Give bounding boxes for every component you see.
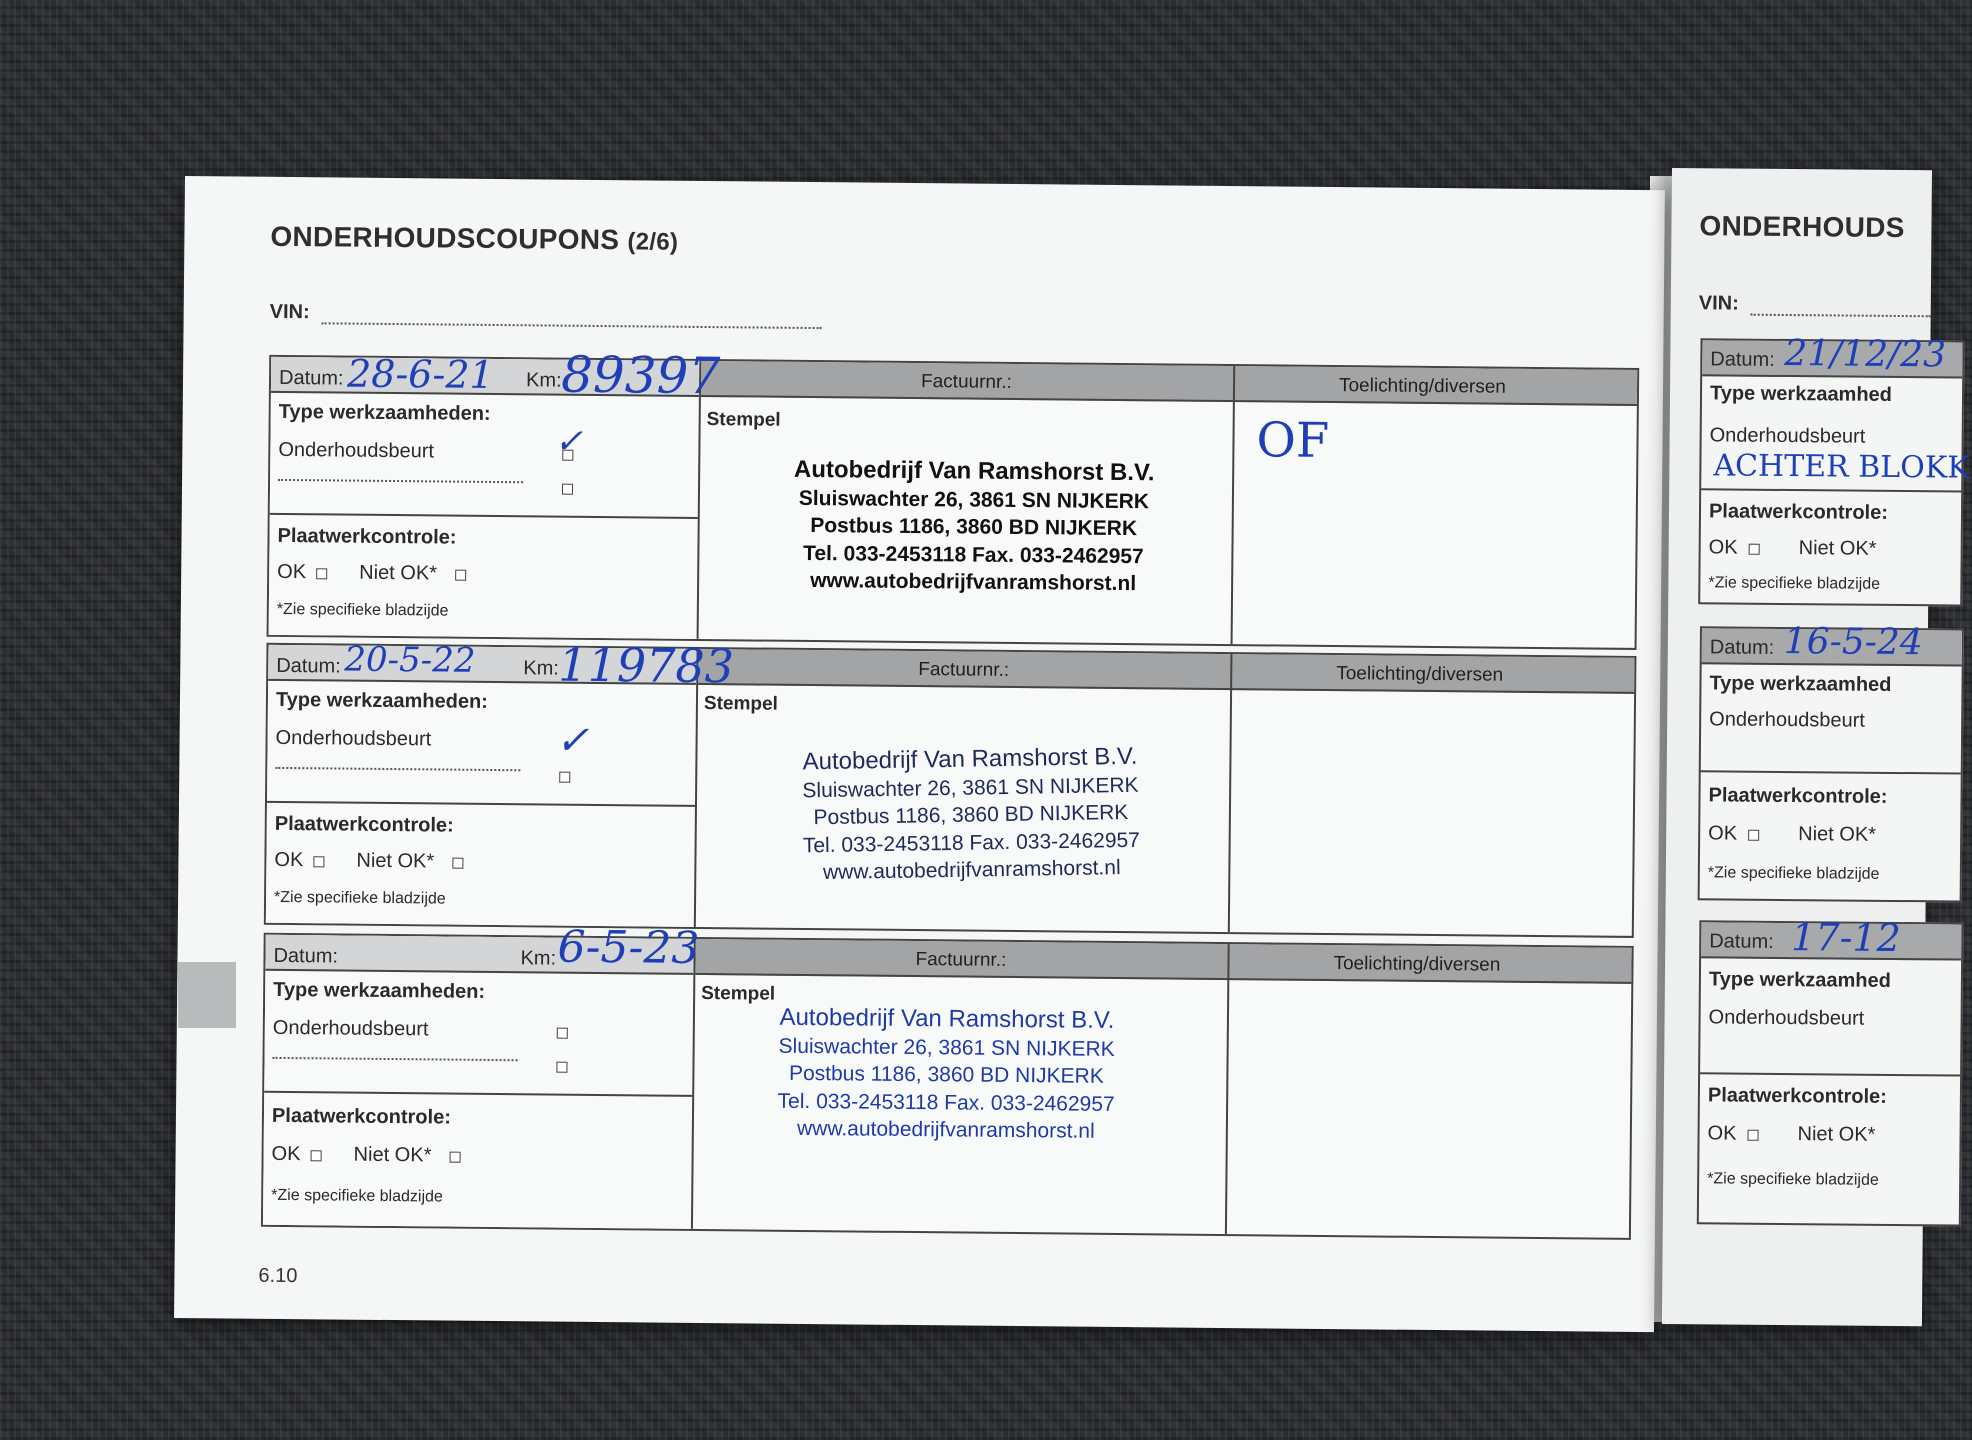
left-page bbox=[174, 176, 1665, 1332]
ok-checkbox[interactable] bbox=[1748, 1130, 1759, 1141]
right-coupon-1 bbox=[1698, 332, 1970, 606]
vin-label: VIN: bbox=[269, 300, 310, 324]
ok-checkbox[interactable] bbox=[1749, 544, 1760, 555]
column-divider bbox=[1231, 366, 1236, 644]
datum-label: Datum: bbox=[278, 366, 344, 390]
onderhoud-checkbox[interactable] bbox=[557, 1028, 568, 1039]
stempel-label: Stempel bbox=[701, 982, 776, 1005]
datum-label: Datum: bbox=[1710, 348, 1775, 371]
type-label: Type werkzaamhed bbox=[1709, 672, 1892, 696]
type-label: Type werkzaamheden: bbox=[273, 978, 486, 1003]
factuur-label: Factuurnr.: bbox=[920, 371, 1012, 393]
coupon-left-panel bbox=[263, 935, 696, 1229]
type-label: Type werkzaamheden: bbox=[275, 688, 489, 713]
handwritten-date: 20-5-22 bbox=[344, 639, 476, 681]
dotted-line bbox=[275, 767, 520, 771]
dealer-stamp: Autobedrijf Van Ramshorst B.V. Sluiswachter 26, 3861 SN NIJKERK Postbus 1186, 3860 BD NIJKERK Tel. 033-2453118 Fax. 033-2462957 www.autobedrijfvanramshorst.nl bbox=[777, 1003, 1115, 1143]
handwritten-check: ✓ bbox=[554, 421, 584, 462]
handwritten-note: ACHTER BLOKK bbox=[1713, 448, 1970, 486]
onderhoud-label: Onderhoudsbeurt bbox=[1709, 708, 1865, 732]
side-tab-marker bbox=[178, 962, 236, 1028]
vin-line bbox=[322, 304, 822, 329]
dealer-stamp: Autobedrijf Van Ramshorst B.V. Sluiswachter 26, 3861 SN NIJKERK Postbus 1186, 3860 BD NIJKERK Tel. 033-2453118 Fax. 033-2462957 www.autobedrijfvanramshorst.nl bbox=[802, 742, 1141, 885]
stempel-label: Stempel bbox=[703, 693, 778, 715]
zie-note: *Zie specifieke bladzijde bbox=[1707, 864, 1880, 883]
section-divider bbox=[1701, 488, 1961, 492]
dealer-stamp: Autobedrijf Van Ramshorst B.V. Sluiswachter 26, 3861 SN NIJKERK Postbus 1186, 3860 BD NIJKERK Tel. 033-2453118 Fax. 033-2462957 www.autobedrijfvanramshorst.nl bbox=[793, 455, 1155, 596]
plaatwerk-label: Plaatwerkcontrole: bbox=[274, 812, 454, 837]
niet-ok-label: Niet OK* bbox=[1798, 823, 1877, 846]
km-label: Km: bbox=[523, 657, 559, 680]
section-divider bbox=[264, 1091, 692, 1097]
toelichting-label: Toelichting/diversen bbox=[1333, 953, 1501, 976]
right-coupon-3 bbox=[1697, 915, 1964, 1226]
zie-note: *Zie specifieke bladzijde bbox=[273, 888, 446, 908]
ok-checkbox[interactable] bbox=[316, 568, 327, 579]
niet-ok-label: Niet OK* bbox=[356, 849, 435, 873]
vin-label: VIN: bbox=[1698, 292, 1739, 315]
handwritten-date: 6-5-23 bbox=[557, 921, 700, 974]
coupon-1 bbox=[267, 345, 1640, 650]
toelichting-label: Toelichting/diversen bbox=[1338, 375, 1507, 398]
factuur-label: Factuurnr.: bbox=[915, 949, 1007, 971]
section-divider bbox=[267, 801, 695, 807]
niet-ok-label: Niet OK* bbox=[1798, 537, 1877, 560]
zie-note: *Zie specifieke bladzijde bbox=[1708, 574, 1881, 593]
datum-label: Datum: bbox=[1709, 636, 1775, 659]
other-checkbox[interactable] bbox=[556, 1062, 567, 1073]
onderhoud-label: Onderhoudsbeurt bbox=[1708, 1006, 1865, 1030]
datum-label: Datum: bbox=[273, 944, 339, 968]
toelichting-label: Toelichting/diversen bbox=[1336, 663, 1504, 686]
stempel-label: Stempel bbox=[706, 409, 781, 431]
plaatwerk-label: Plaatwerkcontrole: bbox=[1707, 1084, 1887, 1108]
ok-label: OK bbox=[274, 848, 304, 872]
ok-checkbox[interactable] bbox=[313, 856, 324, 867]
handwritten-note: OF bbox=[1256, 412, 1330, 469]
other-checkbox[interactable] bbox=[562, 484, 573, 495]
handwritten-km: 119783 bbox=[558, 637, 735, 694]
niet-ok-label: Niet OK* bbox=[1797, 1123, 1876, 1146]
coupon-3 bbox=[261, 921, 1634, 1240]
datum-label: Datum: bbox=[1709, 930, 1774, 953]
plaatwerk-label: Plaatwerkcontrole: bbox=[277, 524, 457, 549]
dotted-line bbox=[273, 1057, 518, 1061]
type-label: Type werkzaamhed bbox=[1708, 968, 1891, 992]
handwritten-date: 21/12/23 bbox=[1784, 332, 1947, 376]
coupon-2 bbox=[264, 637, 1637, 938]
page-title: ONDERHOUDS bbox=[1699, 210, 1905, 244]
type-label: Type werkzaamheden: bbox=[278, 400, 491, 425]
datum-label: Datum: bbox=[276, 654, 341, 678]
handwritten-check: ✓ bbox=[555, 717, 590, 764]
onderhoud-label: Onderhoudsbeurt bbox=[1709, 424, 1866, 448]
column-divider bbox=[1225, 944, 1230, 1234]
plaatwerk-label: Plaatwerkcontrole: bbox=[1708, 500, 1889, 524]
section-divider bbox=[1701, 770, 1961, 774]
page-number: 6.10 bbox=[258, 1264, 298, 1288]
ok-label: OK bbox=[1708, 536, 1738, 559]
plaatwerk-label: Plaatwerkcontrole: bbox=[1708, 784, 1888, 808]
vin-line bbox=[1751, 296, 1931, 318]
handwritten-km: 89397 bbox=[560, 345, 721, 406]
ok-label: OK bbox=[271, 1142, 301, 1166]
other-checkbox[interactable] bbox=[559, 772, 570, 783]
km-label: Km: bbox=[525, 369, 562, 392]
niet-ok-checkbox[interactable] bbox=[455, 570, 466, 581]
zie-note: *Zie specifieke bladzijde bbox=[276, 600, 449, 620]
zie-note: *Zie specifieke bladzijde bbox=[271, 1186, 443, 1206]
section-divider bbox=[270, 513, 698, 519]
km-label: Km: bbox=[520, 947, 557, 970]
ok-label: OK bbox=[1708, 822, 1738, 845]
right-coupon-2 bbox=[1698, 620, 1964, 902]
page-title: ONDERHOUDSCOUPONS (2/6) bbox=[270, 220, 679, 256]
onderhoud-label: Onderhoudsbeurt bbox=[272, 1016, 429, 1041]
handwritten-date: 28-6-21 bbox=[346, 351, 494, 397]
section-divider bbox=[1700, 1072, 1960, 1076]
ok-checkbox[interactable] bbox=[311, 1150, 322, 1161]
dotted-line bbox=[278, 479, 523, 483]
column-divider bbox=[1228, 654, 1233, 932]
type-label: Type werkzaamhed bbox=[1709, 382, 1893, 406]
niet-ok-checkbox[interactable] bbox=[452, 858, 463, 869]
factuur-label: Factuurnr.: bbox=[918, 659, 1010, 681]
niet-ok-label: Niet OK* bbox=[359, 561, 438, 585]
onderhoud-label: Onderhoudsbeurt bbox=[275, 726, 432, 751]
zie-note: *Zie specifieke bladzijde bbox=[1707, 1170, 1879, 1189]
plaatwerk-label: Plaatwerkcontrole: bbox=[271, 1104, 452, 1129]
right-page bbox=[1662, 168, 1970, 1326]
niet-ok-label: Niet OK* bbox=[353, 1143, 432, 1167]
onderhoud-label: Onderhoudsbeurt bbox=[278, 438, 435, 463]
ok-label: OK bbox=[1707, 1122, 1737, 1145]
niet-ok-checkbox[interactable] bbox=[450, 1152, 461, 1163]
vin-row bbox=[1699, 292, 1931, 317]
handwritten-date: 17-12 bbox=[1791, 915, 1902, 961]
handwritten-date: 16-5-24 bbox=[1783, 620, 1923, 664]
ok-label: OK bbox=[277, 560, 307, 584]
ok-checkbox[interactable] bbox=[1748, 830, 1759, 841]
vin-row bbox=[270, 301, 822, 329]
